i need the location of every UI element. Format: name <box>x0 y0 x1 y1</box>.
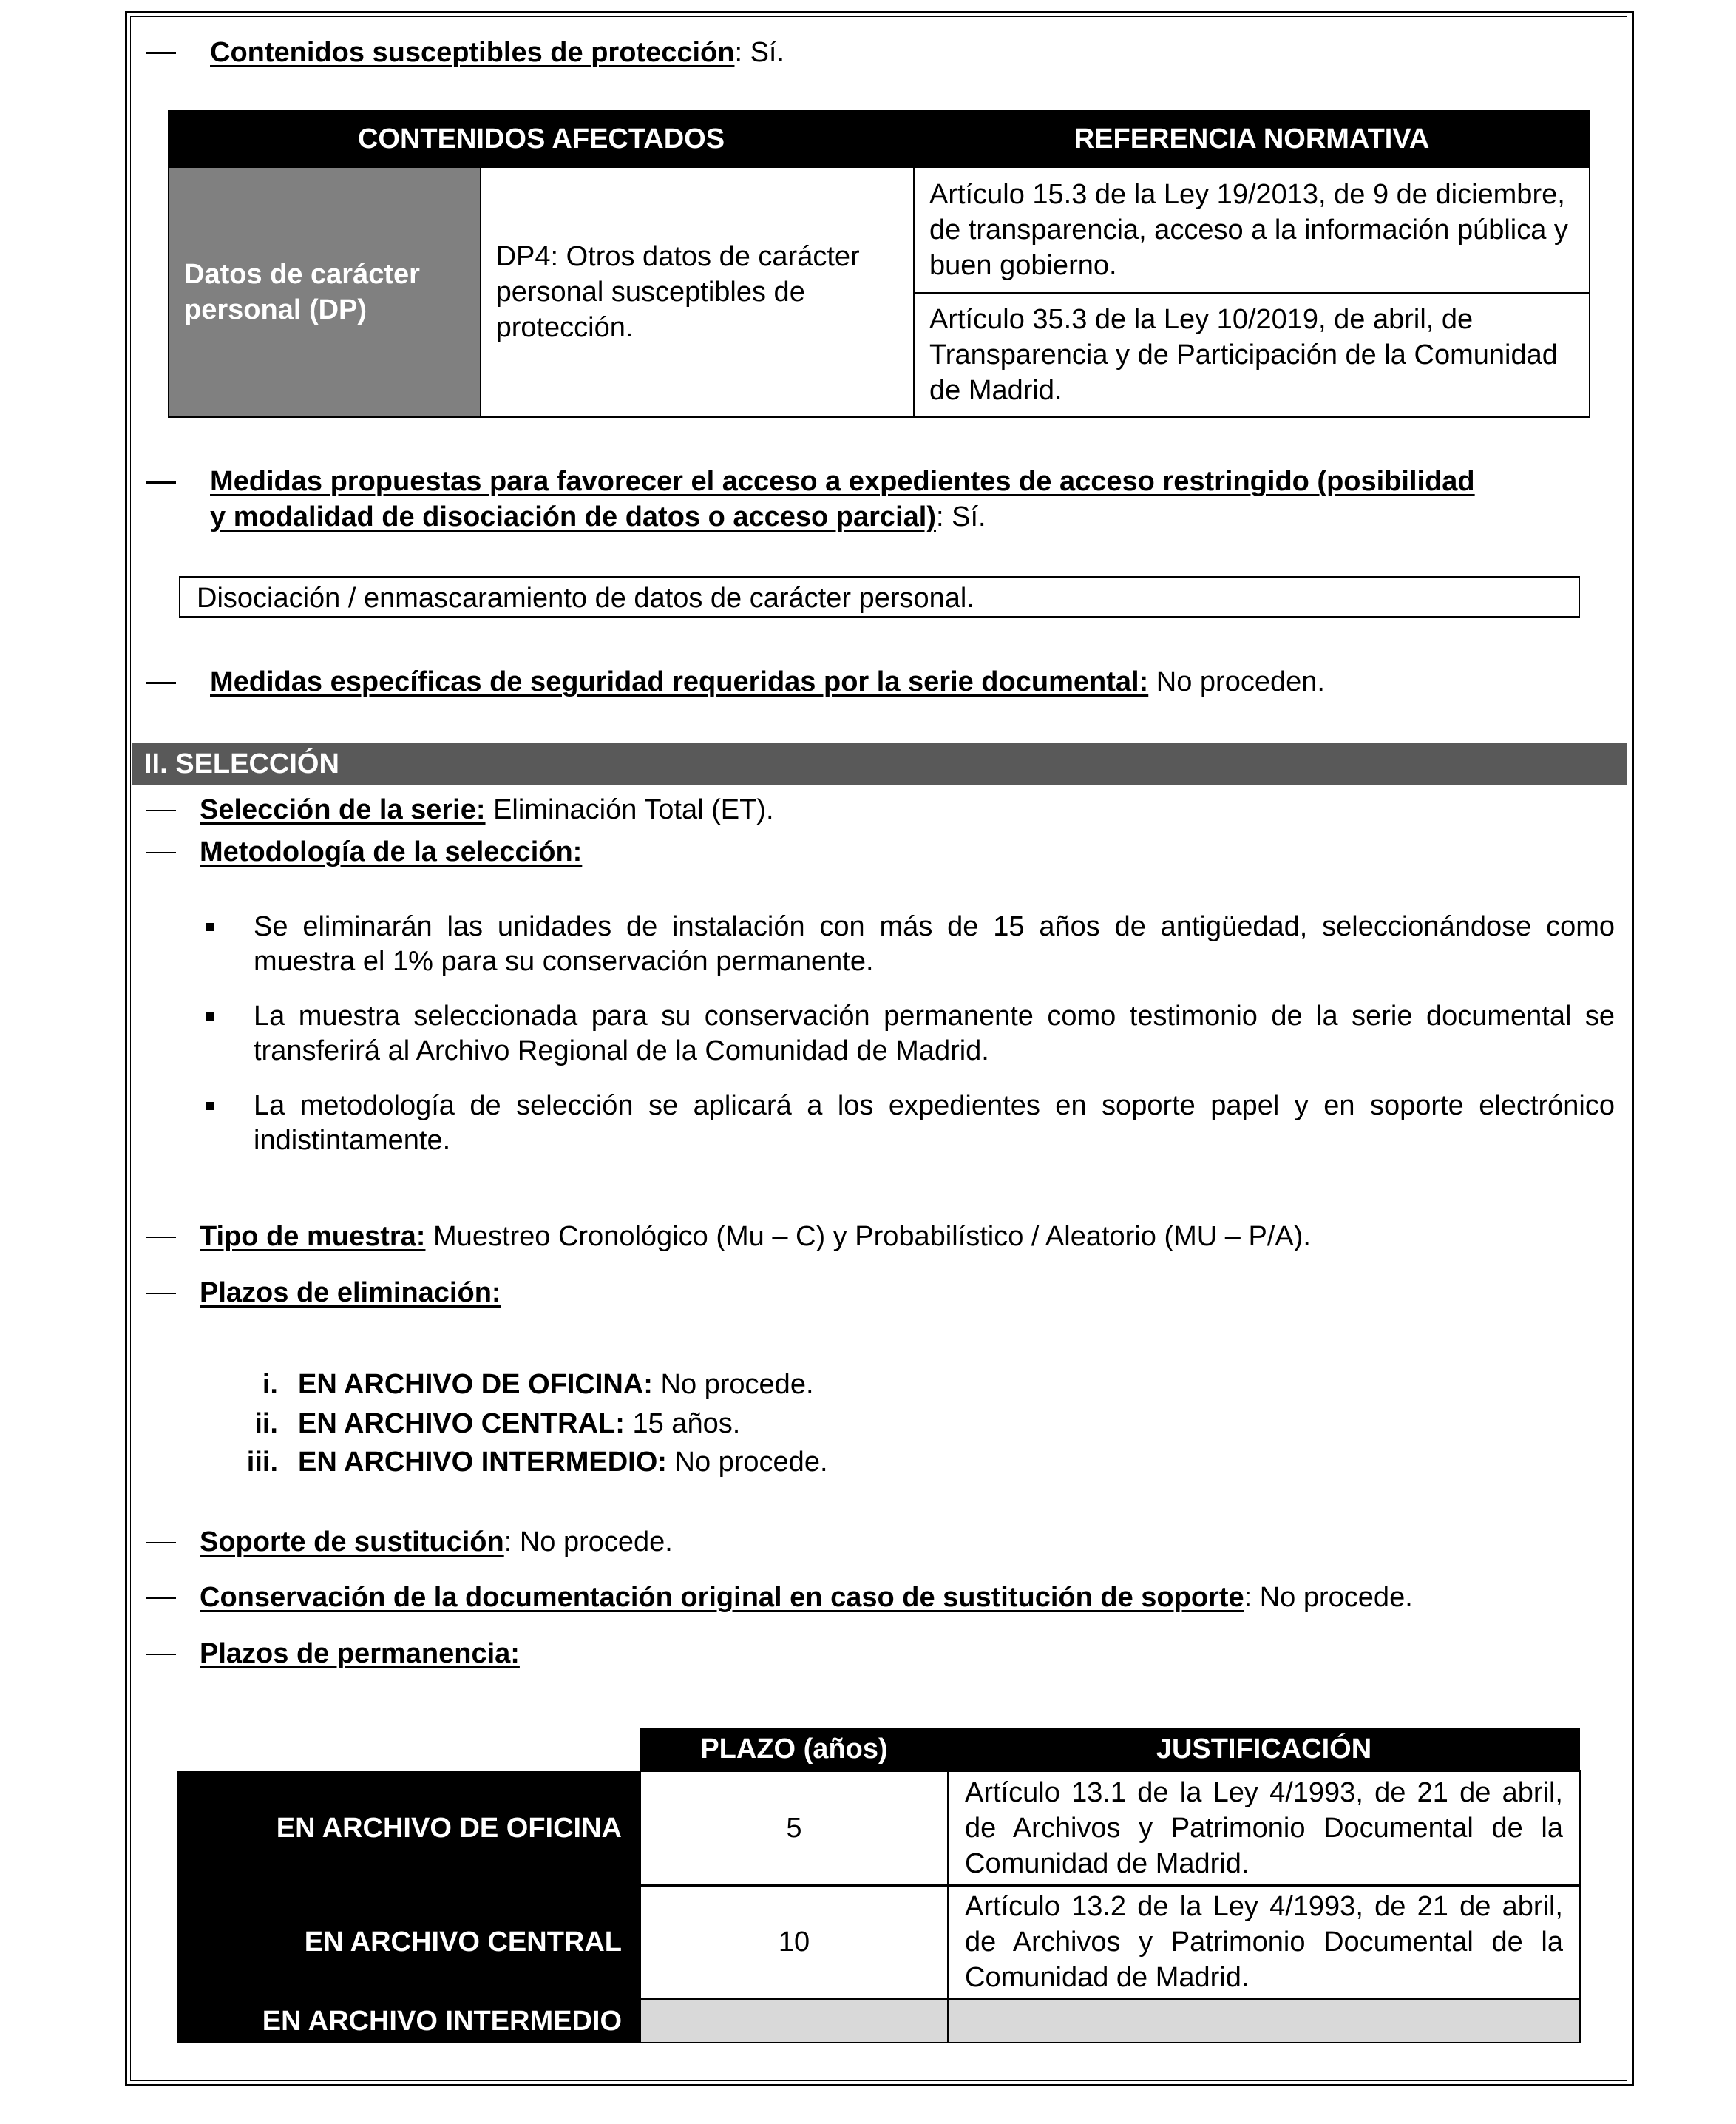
soporte-line: Soporte de sustitución: No procede. <box>200 1526 673 1558</box>
section-header: II. SELECCIÓN <box>132 743 1627 785</box>
list-item: ii. EN ARCHIVO CENTRAL: 15 años. <box>254 1408 741 1439</box>
tipo-line: Tipo de muestra: Muestreo Cronológico (Mu – C) y Probabilístico / Aleatorio (MU – P/A). <box>200 1221 1311 1252</box>
header-referencia: REFERENCIA NORMATIVA <box>914 111 1590 167</box>
square-bullet-icon <box>206 1012 214 1021</box>
permanencia-line: Plazos de permanencia: <box>200 1638 520 1669</box>
header-contenidos: CONTENIDOS AFECTADOS <box>169 111 914 167</box>
seleccion-line: Selección de la serie: Eliminación Total (ET). <box>200 794 774 825</box>
content-cell: DP4: Otros datos de carácter personal susceptibles de protección. <box>481 167 914 417</box>
dash-bullet <box>146 810 176 811</box>
dash-bullet <box>146 1597 176 1599</box>
measures-line-2: y modalidad de disociación de datos o acceso parcial): Sí. <box>210 501 986 532</box>
square-bullet-icon <box>206 923 214 931</box>
list-item: La metodología de selección se aplicará a los expedientes en soporte papel y en soporte electrónico indistintamente. <box>206 1089 1615 1158</box>
list-item: iii. EN ARCHIVO INTERMEDIO: No procede. <box>246 1447 828 1478</box>
retention-table <box>177 1728 1581 2043</box>
plazos-elim-line: Plazos de eliminación: <box>200 1277 501 1308</box>
measures-box: Disociación / enmascaramiento de datos de carácter personal. <box>179 576 1580 618</box>
category-cell: Datos de carácter personal (DP) <box>169 167 481 417</box>
header-justificacion: JUSTIFICACIÓN <box>948 1728 1580 1771</box>
reference-cell: Artículo 35.3 de la Ley 10/2019, de abril, de Transparencia y de Participación de la Comunidad de Madrid. <box>914 293 1590 417</box>
protected-contents-table <box>168 110 1590 418</box>
dash-bullet <box>146 852 176 853</box>
list-item: La muestra seleccionada para su conservación permanente como testimonio de la serie documental se transferirá al Archivo Regional de la Comunidad de Madrid. <box>206 999 1615 1069</box>
list-item: Se eliminarán las unidades de instalación con más de 15 años de antigüedad, seleccionándose como muestra el 1% para su conservación permanente. <box>206 910 1615 979</box>
header-plazo: PLAZO (años) <box>640 1728 948 1771</box>
table-row: EN ARCHIVO CENTRAL 10 Artículo 13.2 de la Ley 4/1993, de 21 de abril, de Archivos y Patrimonio Documental de la Comunidad de Madrid. <box>177 1885 1580 1999</box>
reference-cell: Artículo 15.3 de la Ley 19/2013, de 9 de diciembre, de transparencia, acceso a la información pública y buen gobierno. <box>914 167 1590 293</box>
square-bullet-icon <box>206 1102 214 1110</box>
dash-bullet <box>146 52 176 54</box>
dash-bullet <box>146 1654 176 1655</box>
table-row: EN ARCHIVO DE OFICINA 5 Artículo 13.1 de la Ley 4/1993, de 21 de abril, de Archivos y Patrimonio Documental de la Comunidad de Madrid. <box>177 1771 1580 1885</box>
dash-bullet <box>146 1542 176 1543</box>
protection-line: Contenidos susceptibles de protección: Sí. <box>210 37 785 68</box>
list-item: i. EN ARCHIVO DE OFICINA: No procede. <box>262 1369 814 1400</box>
security-line: Medidas específicas de seguridad requeridas por la serie documental: No proceden. <box>210 666 1325 697</box>
table-row: EN ARCHIVO INTERMEDIO <box>177 1999 1580 2043</box>
dash-bullet <box>146 481 176 484</box>
dash-bullet <box>146 1237 176 1238</box>
measures-line-1: Medidas propuestas para favorecer el acceso a expedientes de acceso restringido (posibilidad <box>210 466 1475 497</box>
dash-bullet <box>146 682 176 684</box>
dash-bullet <box>146 1293 176 1294</box>
metodologia-line: Metodología de la selección: <box>200 836 583 867</box>
conservacion-line: Conservación de la documentación original en caso de sustitución de soporte: No procede. <box>200 1582 1413 1613</box>
